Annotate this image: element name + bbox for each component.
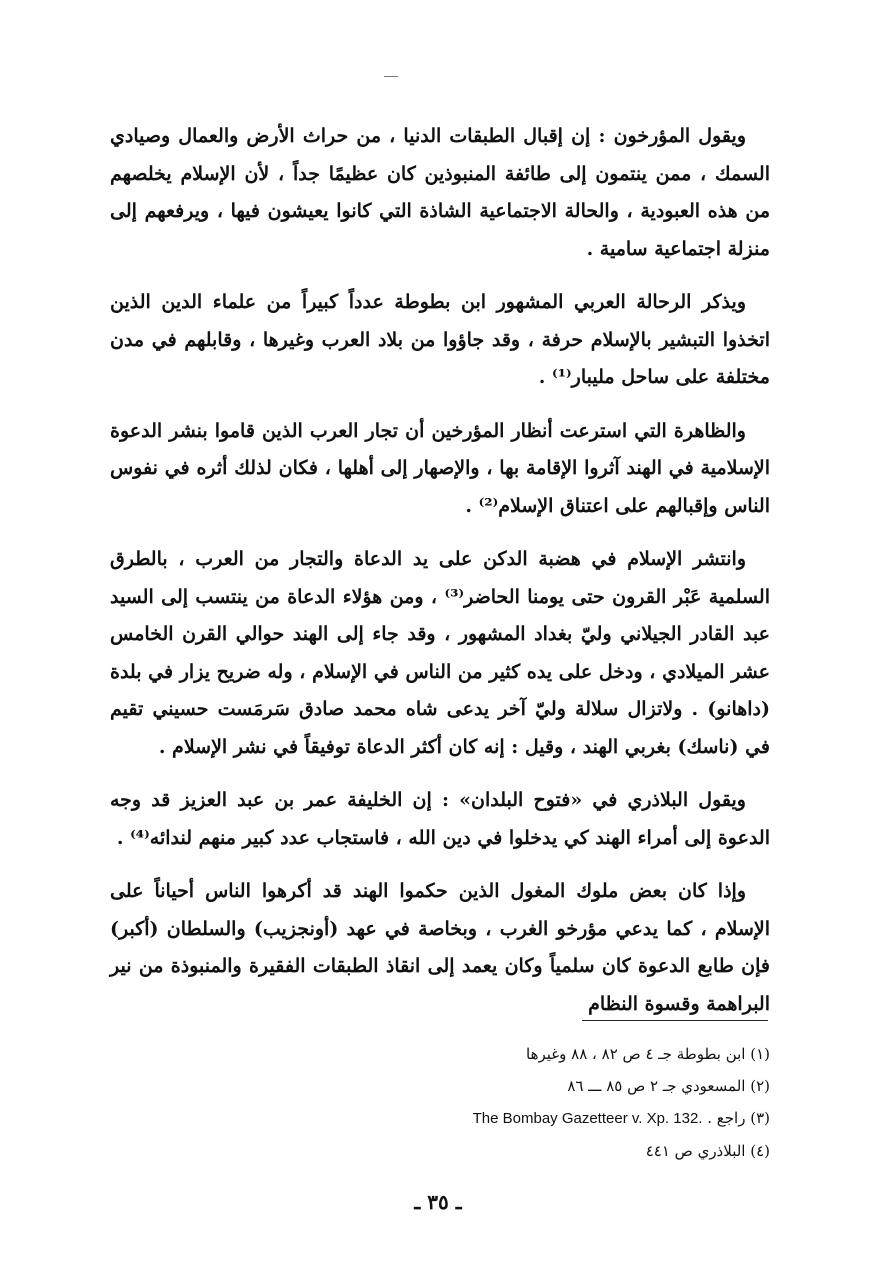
paragraph-4: وانتشر الإسلام في هضبة الدكن على يد الدعاة والتجار من العرب ، بالطرق السلمية عَبْر القرون حتى يومنا الحاضر⁽³⁾ ، ومن هؤلاء الدعاة من ينتسب إلى السيد عبد القادر الجيلاني وليّ بغداد المشهور ، وقد جاء إلى الهند حوالي القرن الخامس عشر الميلادي ، ودخل على يده كثير من الناس في الإسلام ، وله ضريح يزار في بلدة (داهانو) . ولاتزال سلالة وليّ آخر يدعى شاه محمد صادق سَرمَست حسيني تقيم في (ناسك) بغربي الهند ، وقيل : إنه كان أكثر الدعاة توفيقاً في نشر الإسلام . — [110, 548, 770, 758]
paragraph-6: وإذا كان بعض ملوك المغول الذين حكموا الهند قد أكرهوا الناس أحياناً على الإسلام ، كما يدعي مؤرخو الغرب ، وبخاصة في عهد (أونجزيب) والسلطان (أكبر) فإن طابع الدعوة كان سلمياً وكان يعمد إلى انقاذ الطبقات الفقيرة والمنبوذة من نير البراهمة وقسوة النظام — [110, 880, 770, 1015]
footnote-separator — [582, 1020, 768, 1021]
footnotes — [300, 1038, 770, 1167]
paragraph-3: والظاهرة التي استرعت أنظار المؤرخين أن تجار العرب الذين قاموا بنشر الدعوة الإسلامية في الهند آثروا الإقامة بها ، والإصهار إلى أهلها ، فكان لذلك أثره في نفوس الناس وإقبالهم على اعتناق الإسلام⁽²⁾ . — [110, 419, 770, 517]
footnote-1: (١) ابن بطوطة جـ ٤ ص ٨٢ ، ٨٨ وغيرها — [526, 1045, 770, 1063]
top-dash-mark — [384, 76, 398, 77]
footnote-3 — [300, 1102, 770, 1135]
footnote-4: (٤) البلاذري ص ٤٤١ — [645, 1142, 770, 1160]
paragraph-2: ويذكر الرحالة العربي المشهور ابن بطوطة عدداً كبيراً من علماء الدين الذين اتخذوا التبشير بالإسلام حرفة ، وقد جاؤوا من بلاد العرب وغيرها ، وقابلهم في مدن مختلفة على ساحل مليبار⁽¹⁾ . — [110, 291, 770, 388]
footnote-3-prefix: (٣) راجع . — [707, 1109, 770, 1127]
paragraph-5: ويقول البلاذري في «فتوح البلدان» : إن الخليفة عمر بن عبد العزيز قد وجه الدعوة إلى أمراء الهند كي يدخلوا في دين الله ، فاستجاب عدد كبير منهم لندائه⁽⁴⁾ . — [110, 789, 770, 849]
main-text-body — [110, 118, 770, 1039]
footnote-2: (٢) المسعودي جـ ٢ ص ٨٥ ـــ ٨٦ — [567, 1077, 770, 1095]
paragraph-1: ويقول المؤرخون : إن إقبال الطبقات الدنيا ، من حراث الأرض والعمال وصيادي السمك ، ممن ينتمون إلى طائفة المنبوذين كان عظيمًا جداً ، لأن الإسلام يخلصهم من هذه العبودية ، والحالة الاجتماعية الشاذة التي كانوا يعيشون فيها ، ويرفعهم إلى منزلة اجتماعية سامية . — [110, 125, 770, 260]
footnote-3-reference: The Bombay Gazetteer v. Xp. 132. — [472, 1110, 703, 1127]
page-number: ـ ٣٥ ـ — [414, 1190, 462, 1214]
